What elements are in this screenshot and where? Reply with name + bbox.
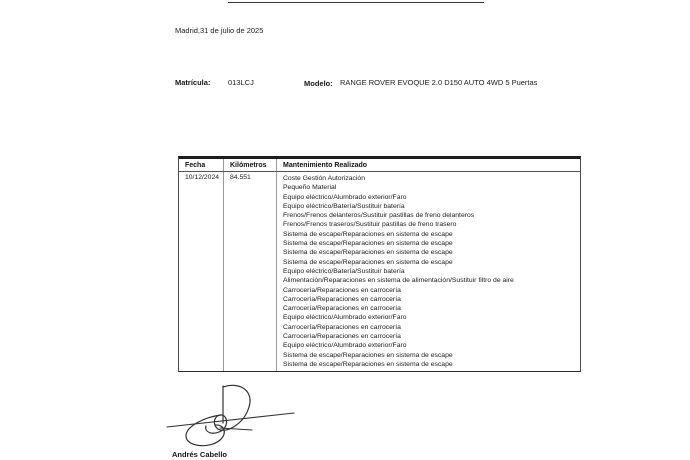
maintenance-item: Sistema de escape/Reparaciones en sistema de escape — [283, 240, 453, 248]
document-title — [228, 0, 484, 3]
maintenance-item: Frenos/Frenos delanteros/Sustituir pastillas de freno delanteros — [283, 212, 475, 220]
maintenance-item: Sistema de escape/Reparaciones en sistema de escape — [283, 230, 453, 238]
maintenance-item: Sistema de escape/Reparaciones en sistema de escape — [283, 258, 453, 266]
signer-name: Andrés Cabello — [172, 450, 228, 459]
plate-value: 013LCJ — [228, 78, 254, 87]
maintenance-item: Equipo eléctrico/Batería/Sustituir batería — [283, 202, 405, 210]
maintenance-item: Carrocería/Reparaciones en carrocería — [283, 333, 401, 341]
model-label: Modelo: — [304, 79, 333, 88]
maintenance-item: Carrocería/Reparaciones en carrocería — [283, 295, 401, 303]
document-title-clipped — [228, 0, 484, 4]
plate-label: Matrícula: — [175, 78, 211, 87]
header-mantenimiento: Mantenimiento Realizado — [283, 162, 368, 169]
maintenance-item: Equipo eléctrico/Alumbrado exterior/Faro — [283, 193, 407, 201]
maintenance-item: Carrocería/Reparaciones en carrocería — [283, 323, 401, 331]
maintenance-item: Sistema de escape/Reparaciones en sistema de escape — [283, 360, 453, 368]
maintenance-item: Alimentación/Reparaciones en sistema de alimentación/Sustituir filtro de aire — [283, 277, 514, 285]
maintenance-item: Sistema de escape/Reparaciones en sistema de escape — [283, 249, 453, 257]
maintenance-item: Equipo eléctrico/Alumbrado exterior/Faro — [283, 342, 407, 350]
header-fecha: Fecha — [179, 159, 224, 171]
maintenance-table — [178, 156, 581, 372]
maintenance-item: Coste Gestión Autorización — [283, 175, 365, 182]
maintenance-item: Carrocería/Reparaciones en carrocería — [283, 286, 401, 294]
date-line: Madrid,31 de julio de 2025 — [175, 26, 264, 35]
maintenance-item: Equipo eléctrico/Batería/Sustituir batería — [283, 267, 405, 275]
maintenance-item: Equipo eléctrico/Alumbrado exterior/Faro — [283, 314, 407, 322]
cell-kilometros: 84.551 — [224, 172, 277, 371]
cell-fecha: 10/12/2024 — [179, 172, 224, 371]
maintenance-item: Frenos/Frenos traseros/Sustituir pastillas de freno trasero — [283, 221, 457, 229]
model-value: RANGE ROVER EVOQUE 2.0 D150 AUTO 4WD 5 Puertas — [340, 78, 538, 87]
maintenance-table-header — [179, 159, 580, 172]
signature-scribble-icon — [165, 382, 297, 454]
maintenance-table-row — [179, 172, 580, 371]
maintenance-item: Carrocería/Reparaciones en carrocería — [283, 305, 401, 313]
handwritten-signature — [165, 382, 297, 454]
maintenance-item: Pequeño Material — [283, 184, 337, 192]
header-kilometros: Kilómetros — [224, 159, 277, 171]
maintenance-item: Sistema de escape/Reparaciones en sistema de escape — [283, 351, 453, 359]
cell-maintenance-items — [277, 172, 580, 371]
